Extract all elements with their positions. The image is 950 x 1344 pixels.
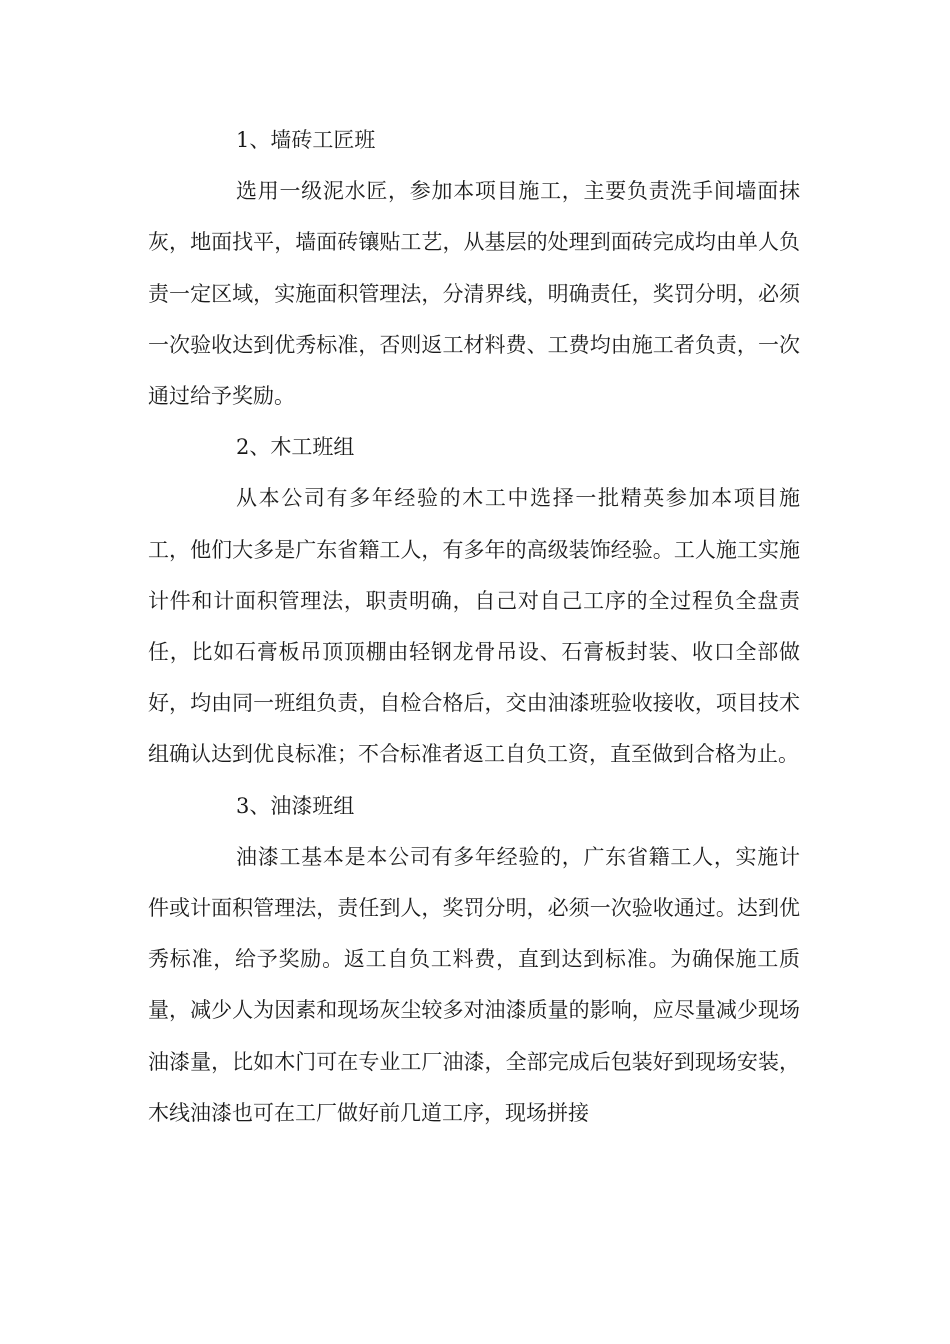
section-heading-painting-team: 3、油漆班组 [236,793,355,818]
section-body-painting-team: 油漆工基本是本公司有多年经验的，广东省籍工人，实施计件或计面积管理法，责任到人，奖罚分明，必须一次验收通过。达到优秀标准，给予奖励。返工自负工料费，直到达到标准。为确保施工质量，减少人为因素和现场灰尘较多对油漆质量的影响，应尽量减少现场油漆量，比如木门可在专业工厂油漆，全部完成后包装好到现场安装，木线油漆也可在工厂做好前几道工序，现场拼接 [148,844,800,1125]
section-body-tile-team: 选用一级泥水匠，参加本项目施工，主要负责洗手间墙面抹灰，地面找平，墙面砖镶贴工艺，从基层的处理到面砖完成均由单人负责一定区域，实施面积管理法，分清界线，明确责任，奖罚分明，必须一次验收达到优秀标准，否则返工材料费、工费均由施工者负责，一次通过给予奖励。 [148,179,800,409]
section-heading-carpentry-team: 2、木工班组 [236,435,355,460]
section-body-carpentry-team: 从本公司有多年经验的木工中选择一批精英参加本项目施工，他们大多是广东省籍工人，有多年的高级装饰经验。工人施工实施计件和计面积管理法，职责明确，自己对自己工序的全过程负全盘责任，比如石膏板吊顶顶棚由轻钢龙骨吊设、石膏板封装、收口全部做好，均由同一班组负责，自检合格后，交由油漆班验收接收，项目技术组确认达到优良标准；不合标准者返工自负工资，直至做到合格为止。 [148,486,800,767]
section-heading-tile-team: 1、墙砖工匠班 [236,128,376,152]
document-body [148,115,800,1139]
